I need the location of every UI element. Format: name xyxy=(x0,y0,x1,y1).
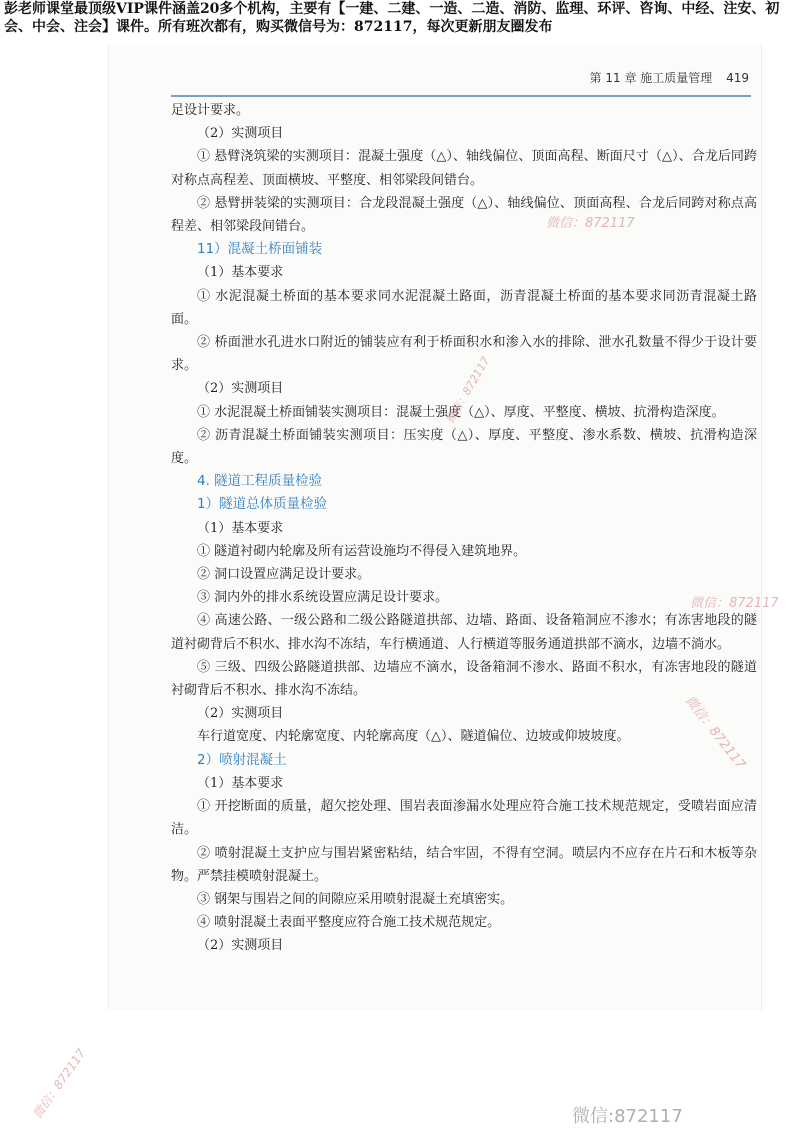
section-heading: 2）喷射混凝土 xyxy=(197,751,287,768)
page-body xyxy=(171,99,757,958)
chapter-title: 第 11 章 施工质量管理 xyxy=(589,71,713,85)
promo-banner: 彭老师课堂最顶级VIP课件涵盖20多个机构，主要有【一建、二建、一造、二造、消防、监理、环评、咨询、中经、注安、初会、中会、注会】课件。所有班次都有，购买微信号为：872117，每次更新朋友圈发布 xyxy=(4,1,780,35)
paragraph: ④ 喷射混凝土表面平整度应符合施工技术规范规定。 xyxy=(197,915,501,931)
watermark: 微信：872117 xyxy=(546,216,635,231)
watermark: 微信：872117 xyxy=(690,596,779,611)
paragraph: （2）实测项目 xyxy=(197,938,284,954)
paragraph: ③ 钢架与围岩之间的间隙应采用喷射混凝土充填密实。 xyxy=(197,891,514,907)
section-heading: 4. 隧道工程质量检验 xyxy=(197,473,323,490)
paragraph: ① 水泥混凝土桥面的基本要求同水泥混凝土路面，沥青混凝土桥面的基本要求同沥青混凝土路面。 xyxy=(171,288,757,327)
paragraph: ② 桥面泄水孔进水口附近的铺装应有利于桥面积水和渗入水的排除、泄水孔数量不得少于设计要求。 xyxy=(171,335,757,374)
paragraph: ① 开挖断面的质量，超欠挖处理、围岩表面渗漏水处理应符合施工技术规范规定，受喷岩面应清洁。 xyxy=(171,799,757,838)
watermark: 微信:872117 xyxy=(572,1106,683,1127)
watermark: 微信：872117 xyxy=(443,354,493,426)
paragraph: （2）实测项目 xyxy=(197,126,284,142)
paragraph: ① 悬臂浇筑梁的实测项目：混凝土强度（△）、轴线偏位、顶面高程、断面尺寸（△）、合龙后同跨对称点高程差、顶面横坡、平整度、相邻梁段间错台。 xyxy=(171,149,757,188)
header-rule xyxy=(171,95,751,97)
watermark: 微信：872117 xyxy=(30,1046,89,1122)
paragraph: ① 隧道衬砌内轮廓及所有运营设施均不得侵入建筑地界。 xyxy=(197,543,527,559)
section-heading: 1）隧道总体质量检验 xyxy=(197,496,328,513)
paragraph: ② 洞口设置应满足设计要求。 xyxy=(197,567,371,583)
paragraph: ② 悬臂拼装梁的实测项目：合龙段混凝土强度（△）、轴线偏位、顶面高程、合龙后同跨对称点高程差、相邻梁段间错台。 xyxy=(171,195,757,235)
paragraph: ④ 高速公路、一级公路和二级公路隧道拱部、边墙、路面、设备箱洞应不渗水；有冻害地段的隧道衬砌背后不积水、排水沟不冻结，车行横通道、人行横道等服务通道拱部不滴水，边墙不淌水。 xyxy=(171,613,757,652)
paragraph: （2）实测项目 xyxy=(197,381,284,397)
paragraph: ③ 洞内外的排水系统设置应满足设计要求。 xyxy=(197,590,449,606)
section-heading: 11）混凝土桥面铺装 xyxy=(197,241,323,258)
paragraph: （1）基本要求 xyxy=(197,520,284,536)
paragraph: ② 喷射混凝土支护应与围岩紧密粘结，结合牢固，不得有空洞。喷层内不应存在片石和木板等杂物。严禁挂模喷射混凝土。 xyxy=(171,845,757,884)
paragraph: （2）实测项目 xyxy=(197,706,284,722)
page-number: 419 xyxy=(726,71,749,85)
paragraph: ① 水泥混凝土桥面铺装实测项目：混凝土强度（△）、厚度、平整度、横坡、抗滑构造深度。 xyxy=(197,404,725,420)
book-page xyxy=(108,45,762,1010)
paragraph: 足设计要求。 xyxy=(171,103,250,118)
running-header xyxy=(171,69,749,89)
paragraph: （1）基本要求 xyxy=(197,775,284,791)
paragraph: ② 沥青混凝土桥面铺装实测项目：压实度（△）、厚度、平整度、渗水系数、横坡、抗滑构造深度。 xyxy=(171,427,757,467)
watermark: 微信：872117 xyxy=(681,693,748,773)
paragraph: （1）基本要求 xyxy=(197,265,284,281)
paragraph: 车行道宽度、内轮廓宽度、内轮廓高度（△）、隧道偏位、边坡或仰坡坡度。 xyxy=(197,729,630,745)
paragraph: ⑤ 三级、四级公路隧道拱部、边墙应不滴水，设备箱洞不渗水、路面不积水，有冻害地段的隧道衬砌背后不积水、排水沟不冻结。 xyxy=(171,659,757,699)
